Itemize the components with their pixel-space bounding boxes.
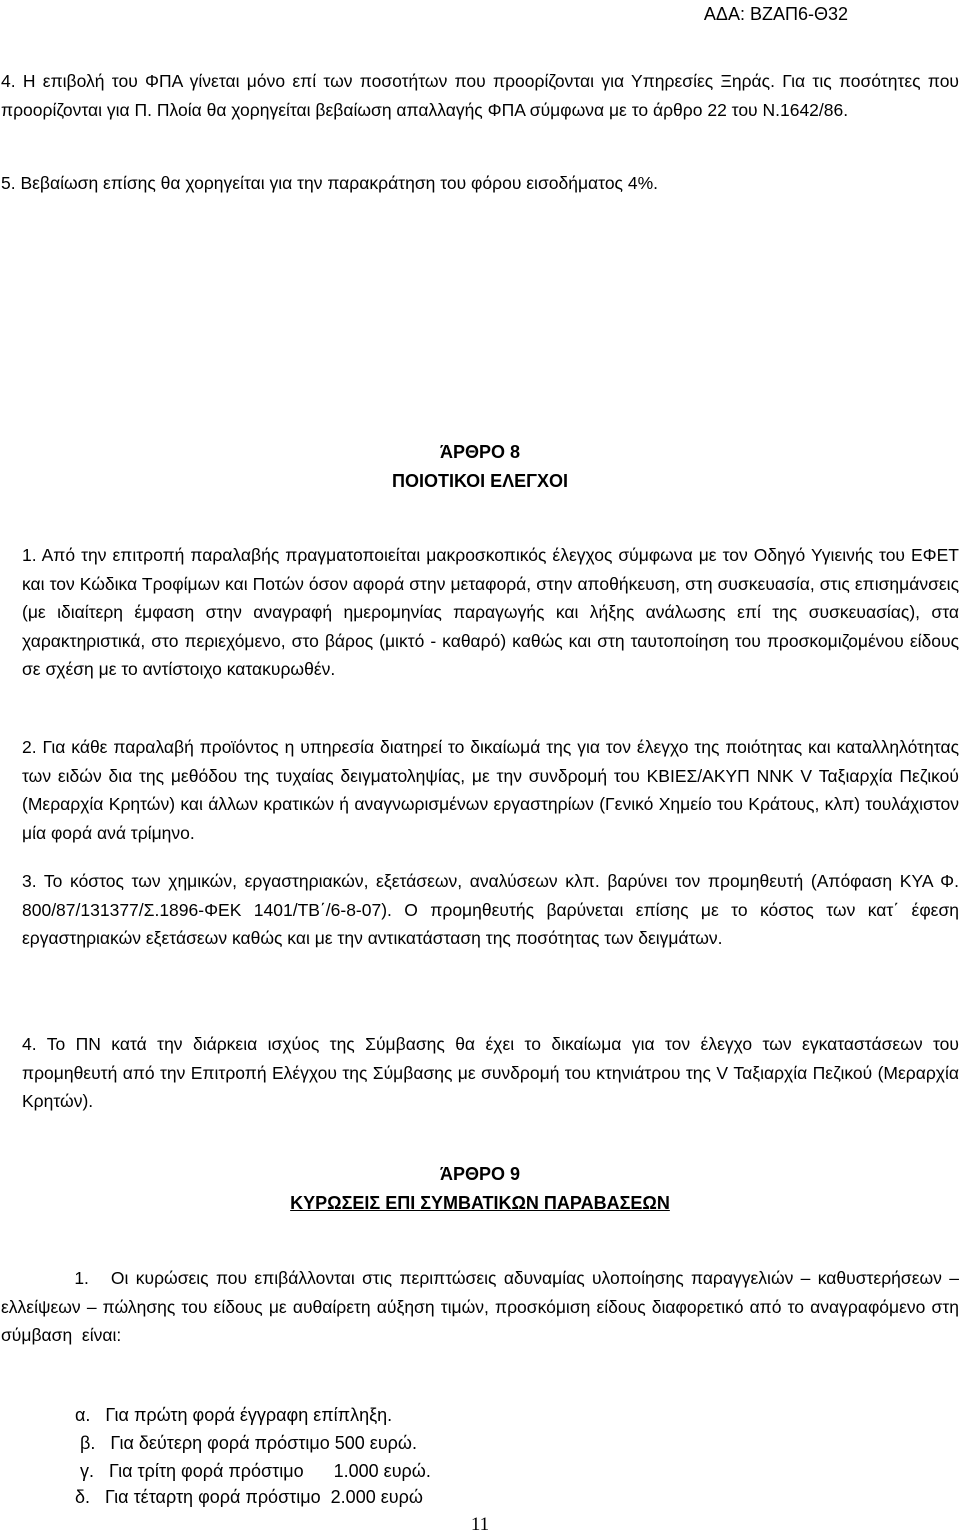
- article-9-subtitle-text: ΚΥΡΩΣΕΙΣ ΕΠΙ ΣΥΜΒΑΤΙΚΩΝ ΠΑΡΑΒΑΣΕΩΝ: [290, 1193, 670, 1213]
- penalty-item-b: β. Για δεύτερη φορά πρόστιμο 500 ευρώ.: [80, 1433, 417, 1453]
- paragraph-4-vat: 4. Η επιβολή του ΦΠΑ γίνεται μόνο επί των ποσοτήτων που προορίζονται για Υπηρεσίες Ξηράς. Για τις ποσότητες που προορίζονται για Π. Πλοία θα χορηγείται βεβαίωση απαλλαγής ΦΠΑ σύμφωνα με το άρθρο 22 του Ν.1642/86.: [1, 71, 959, 120]
- document-code: ΑΔΑ: ΒΖΑΠ6-Θ32: [703, 4, 848, 24]
- article-8-paragraph-2: 2. Για κάθε παραλαβή προϊόντος η υπηρεσία διατηρεί το δικαίωμά της για τον έλεγχο της ποιότητας και καταλληλότητας των ειδών δια της μεθόδου της τυχαίας δειγματοληψίας, με την συνδρομή του ΚΒΙΕΣ/ΑΚΥΠ ΝΝΚ V Ταξιαρχία Πεζικού (Μεραρχία Κρητών) και άλλων κρατικών ή αναγνωρισμένων εργαστηρίων (Γενικό Χημείο του Κράτους, κλπ) τουλάχιστον μία φορά ανά τρίμηνο.: [22, 737, 959, 843]
- penalty-item-a: α. Για πρώτη φορά έγγραφη επίπληξη.: [75, 1405, 393, 1425]
- article-8-paragraph-4: 4. Το ΠΝ κατά την διάρκεια ισχύος της Σύμβασης θα έχει το δικαίωμα για τον έλεγχο των εγκαταστάσεων του προμηθευτή από την Επιτροπή Ελέγχου της Σύμβασης με συνδρομή του κτηνιάτρου της V Ταξιαρχία Πεζικού (Μεραρχία Κρητών).: [22, 1034, 959, 1112]
- article-8-paragraph-3: 3. Το κόστος των χημικών, εργαστηριακών, εξετάσεων, αναλύσεων κλπ. βαρύνει τον προμηθευτή (Απόφαση ΚΥΑ Φ. 800/87/131377/Σ.1896-ΦΕΚ 1401/ΤΒ΄/6-8-07). Ο προμηθευτής βαρύνεται επίσης με το κόστος των κατ΄ έφεση εργαστηριακών εξετάσεων καθώς και με την αντικατάσταση της ποσότητας των δειγμάτων.: [22, 871, 959, 949]
- article-9-title: ΆΡΘΡΟ 9: [439, 1164, 521, 1184]
- penalty-item-d: δ. Για τέταρτη φορά πρόστιμο 2.000 ευρώ: [75, 1487, 423, 1507]
- article-8-paragraph-1: 1. Από την επιτροπή παραλαβής πραγματοποιείται μακροσκοπικός έλεγχος σύμφωνα με τον Οδηγό Υγιεινής του ΕΦΕΤ και τον Κώδικα Τροφίμων και Ποτών όσον αφορά στην μεταφορά, στην αποθήκευση, στη συσκευασία, στις επισημάνσεις (με ιδιαίτερη έμφαση στην αναγραφή ημερομηνίας παραγωγής και λήξης ανάλωσης επί της συσκευασίας), στα χαρακτηριστικά, στο περιεχόμενο, στο βάρος (μικτό - καθαρό) καθώς και στη ταυτοποίηση του προσκομιζομένου είδους σε σχέση με το αντίστοιχο κατακυρωθέν.: [22, 545, 959, 680]
- penalty-item-c: γ. Για τρίτη φορά πρόστιμο 1.000 ευρώ.: [80, 1461, 431, 1481]
- article-9-subtitle: [0, 1189, 960, 1217]
- article-8-title: ΆΡΘΡΟ 8: [439, 442, 521, 462]
- page-number: 11: [470, 1514, 490, 1535]
- article-8-subtitle: ΠΟΙΟΤΙΚΟΙ ΕΛΕΓΧΟΙ: [391, 471, 569, 491]
- article-9-paragraph-1: 1. Οι κυρώσεις που επιβάλλονται στις περιπτώσεις αδυναμίας υλοποίησης παραγγελιών – καθυστερήσεων – ελλείψεων – πώλησης του είδους με αυθαίρετη αύξηση τιμών, προσκόμιση είδους διαφορετικό από το αναγραφόμενο στη σύμβαση είναι:: [1, 1268, 959, 1346]
- paragraph-5-income-tax: 5. Βεβαίωση επίσης θα χορηγείται για την παρακράτηση του φόρου εισοδήματος 4%.: [1, 173, 659, 193]
